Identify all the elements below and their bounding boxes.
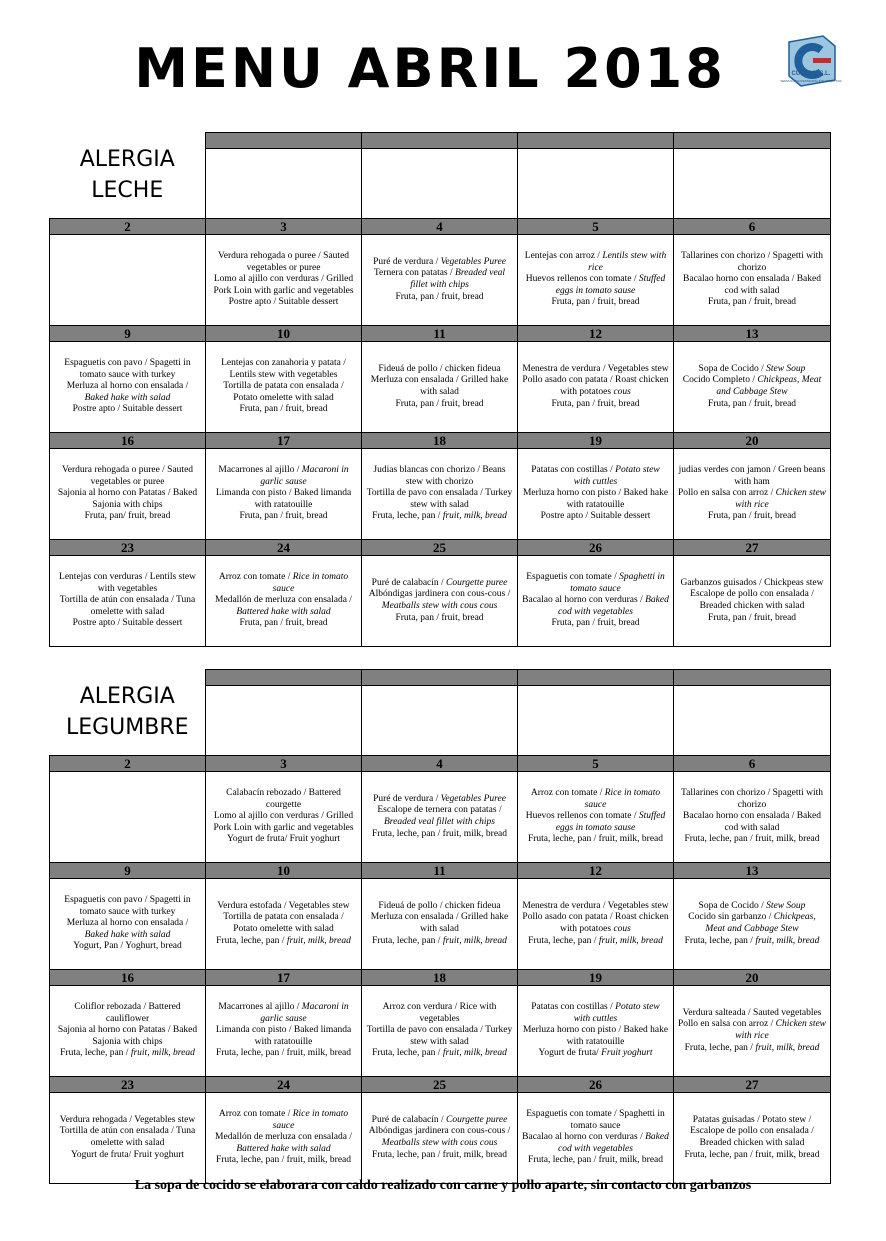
meal-cell: [206, 235, 362, 326]
day-number: 19: [518, 970, 674, 986]
meal-cell: [206, 449, 362, 540]
meal-text: Puré de calabacín / Courgette puree Albóndigas jardinera con cous-cous / Meatballs stew with cous cous Fruta, leche, pan / fruit, milk, bread: [368, 1114, 511, 1160]
meal-cell: [674, 342, 831, 433]
day-number: 27: [674, 540, 831, 556]
allergy-label: ALERGIA LECHE: [79, 147, 175, 204]
meal-cell: [50, 556, 206, 647]
meal-text: Tallarines con chorizo / Spagetti with chorizo Bacalao horno con ensalada / Baked cod with salad Fruta, leche, pan / fruit, milk, bread: [680, 788, 824, 845]
day-number: 13: [674, 326, 831, 342]
meal-text: Verdura salteada / Sauted vegetables Pollo en salsa con arroz / Chicken stew with rice Fruta, leche, pan / fruit, milk, bread: [678, 1007, 827, 1053]
meal-cell: [674, 772, 831, 863]
meal-cell: [50, 1093, 206, 1184]
meal-cell: [206, 342, 362, 433]
day-number: 10: [206, 326, 362, 342]
meal-text: Tallarines con chorizo / Spagetti with chorizo Bacalao horno con ensalada / Baked cod with salad Fruta, pan / fruit, bread: [680, 251, 824, 308]
meal-cell: [674, 235, 831, 326]
day-number-row: [50, 326, 831, 342]
day-number-row: [50, 970, 831, 986]
menu-table-legumbre: [49, 669, 831, 1184]
meal-text: Sopa de Cocido / Stew Soup Cocido sin garbanzo / Chickpeas, Meat and Cabbage Stew Fruta, leche, pan / fruit, milk, bread: [684, 900, 820, 946]
meal-cell: [674, 879, 831, 970]
day-number: 23: [50, 1077, 206, 1093]
meal-cell: [206, 879, 362, 970]
meal-text: Lentejas con arroz / Lentils stew with rice Huevos rellenos con tomate / Stuffed eggs in tomato sause Fruta, pan / fruit, bread: [524, 251, 667, 308]
meal-cell: [50, 449, 206, 540]
day-number: 9: [50, 326, 206, 342]
day-number: 18: [362, 970, 518, 986]
day-number: 12: [518, 326, 674, 342]
meal-cell: [674, 1093, 831, 1184]
meal-text: Verdura estofada / Vegetables stew Tortilla de patata con ensalada / Potato omelette with salad Fruta, leche, pan / fruit, milk, bread: [216, 900, 351, 946]
meal-text: Menestra de verdura / Vegetables stew Pollo asado con patata / Roast chicken with potatoes cous Fruta, pan / fruit, bread: [522, 363, 669, 409]
header-gray-cell: [674, 670, 831, 686]
logo-company-name: CUTASA, S.L.: [791, 71, 831, 77]
day-number: 17: [206, 433, 362, 449]
header-gray-cell: [206, 133, 362, 149]
meal-text: Verdura rehogada o puree / Sauted vegetables or puree Lomo al ajillo con verduras / Grilled Pork Loin with garlic and vegetables Postre apto / Suitable dessert: [213, 251, 354, 308]
meal-text: Espaguetis con tomate / Spaghetti in tomato sauce Bacalao al horno con verduras / Baked cod with vegetables Fruta, pan / fruit, bread: [522, 572, 669, 629]
meal-cell: [362, 986, 518, 1077]
day-number: 3: [206, 219, 362, 235]
day-number: 5: [518, 756, 674, 772]
header-blank-cell: [674, 686, 831, 756]
meal-cell: [206, 986, 362, 1077]
day-number-row: [50, 863, 831, 879]
day-number-row: [50, 756, 831, 772]
meal-text: Macarrones al ajillo / Macaroni in garlic sause Limanda con pisto / Baked limanda with ratatouille Fruta, pan / fruit, bread: [215, 465, 352, 522]
meal-text: Patatas con costillas / Potato stew with cuttles Merluza horno con pisto / Baked hake with ratatouille Yogurt de fruta/ Fruit yoghurt: [522, 1002, 669, 1059]
meal-row: [50, 772, 831, 863]
day-number: 16: [50, 433, 206, 449]
meal-text: Arroz con tomate / Rice in tomato sauce Huevos rellenos con tomate / Stuffed eggs in tomato sause Fruta, leche, pan / fruit, milk, bread: [525, 788, 666, 845]
header-gray-cell: [674, 133, 831, 149]
allergy-label: ALERGIA LEGUMBRE: [65, 684, 189, 741]
header-blank-cell: [206, 149, 362, 219]
day-number: 3: [206, 756, 362, 772]
meal-cell: [206, 1093, 362, 1184]
meal-row: [50, 449, 831, 540]
meal-text: Puré de verdura / Vegetables Puree Escalope de ternera con patatas / Breaded veal fillet with chips Fruta, leche, pan / fruit, milk, bread: [371, 793, 508, 839]
company-logo: [783, 26, 841, 96]
meal-cell: [518, 879, 674, 970]
meal-cell: [518, 986, 674, 1077]
day-number: 25: [362, 1077, 518, 1093]
day-number-row: [50, 433, 831, 449]
meal-cell: [206, 772, 362, 863]
day-number: 19: [518, 433, 674, 449]
day-number: 25: [362, 540, 518, 556]
meal-cell: [362, 449, 518, 540]
header-gray-cell: [362, 133, 518, 149]
header-blank-cell: [206, 686, 362, 756]
meal-row: [50, 342, 831, 433]
header-blank-cell: [362, 686, 518, 756]
meal-text: Judias blancas con chorizo / Beans stew with chorizo Tortilla de pavo con ensalada / Turkey stew with salad Fruta, leche, pan / fruit, milk, bread: [366, 465, 513, 522]
day-number: 17: [206, 970, 362, 986]
meal-text: Sopa de Cocido / Stew Soup Cocido Completo / Chickpeas, Meat and Cabbage Stew Fruta, pan / fruit, bread: [682, 363, 822, 409]
meal-cell: [518, 772, 674, 863]
meal-cell: [362, 879, 518, 970]
day-number: 23: [50, 540, 206, 556]
meal-cell: [674, 986, 831, 1077]
meal-row: [50, 986, 831, 1077]
meal-cell: [362, 772, 518, 863]
meal-row: [50, 556, 831, 647]
meal-text: Garbanzos guisados / Chickpeas stew Escalope de pollo con ensalada / Breaded chicken with salad Fruta, pan / fruit, bread: [680, 577, 824, 623]
meal-cell: [518, 449, 674, 540]
header-gray-cell: [362, 670, 518, 686]
meal-text: Lentejas con verduras / Lentils stew with vegetables Tortilla de atún con ensalada / Tuna omelette with salad Postre apto / Suitable dessert: [59, 572, 196, 629]
day-number: 26: [518, 540, 674, 556]
header-gray-cell: [206, 670, 362, 686]
day-number: 11: [362, 863, 518, 879]
meal-cell: [362, 1093, 518, 1184]
header-blank-cell: [674, 149, 831, 219]
meal-cell: [518, 1093, 674, 1184]
meal-text: Patatas guisadas / Potato stew / Escalope de pollo con ensalada / Breaded chicken with salad Fruta, leche, pan / fruit, milk, bread: [684, 1114, 820, 1160]
header-blank-cell: [518, 149, 674, 219]
meal-row: [50, 1093, 831, 1184]
meal-text: judias verdes con jamon / Green beans with ham Pollo en salsa con arroz / Chicken stew with rice Fruta, pan / fruit, bread: [678, 465, 827, 522]
day-number: 5: [518, 219, 674, 235]
header-gray-cell: [518, 670, 674, 686]
day-number: 4: [362, 756, 518, 772]
meal-text: Coliflor rebozada / Battered cauliflower Sajonia al horno con Patatas / Baked Sajonia with chips Fruta, leche, pan / fruit, milk, bread: [57, 1002, 198, 1059]
meal-text: Verdura rehogada / Vegetables stew Tortilla de atún con ensalada / Tuna omelette with salad Yogurt de fruta/ Fruit yoghurt: [59, 1114, 196, 1160]
meal-text: Puré de verdura / Vegetables Puree Ternera con patatas / Breaded veal fillet with chips Fruta, pan / fruit, bread: [373, 256, 506, 302]
meal-cell: [362, 342, 518, 433]
day-number: 24: [206, 540, 362, 556]
meal-text: Patatas con costillas / Potato stew with cuttles Merluza horno con pisto / Baked hake with ratatouille Postre apto / Suitable dessert: [522, 465, 669, 522]
day-number: 9: [50, 863, 206, 879]
meal-text: Calabacín rebozado / Battered courgette Lomo al ajillo con verduras / Grilled Pork Loin with garlic and vegetables Yogurt de fruta/ Fruit yoghurt: [213, 788, 354, 845]
day-number: 6: [674, 219, 831, 235]
meal-text: Fideuá de pollo / chicken fideua Merluza con ensalada / Grilled hake with salad Fruta, leche, pan / fruit, milk, bread: [370, 900, 509, 946]
logo-subtitle: SERVICIO DE RESTAURACIÓN COLECTIVA: [780, 79, 842, 83]
meal-text: Macarrones al ajillo / Macaroni in garlic sause Limanda con pisto / Baked limanda with ratatouille Fruta, leche, pan / fruit, milk, bread: [215, 1002, 352, 1059]
meal-text: Lentejas con zanahoria y patata / Lentils stew with vegetables Tortilla de patata con ensalada / Potato omelette with salad Fruta, pan / fruit, bread: [221, 358, 346, 415]
day-number: 13: [674, 863, 831, 879]
page-title: MENU ABRIL 2018: [134, 37, 726, 100]
header-gray-cell: [518, 133, 674, 149]
meal-cell: [362, 235, 518, 326]
day-number-row: [50, 219, 831, 235]
meal-text: Menestra de verdura / Vegetables stew Pollo asado con patata / Roast chicken with potatoes cous Fruta, leche, pan / fruit, milk, bread: [522, 900, 669, 946]
day-number: 16: [50, 970, 206, 986]
meal-cell: [206, 556, 362, 647]
allergy-label-cell: [50, 133, 206, 219]
meal-cell: [518, 235, 674, 326]
meal-cell: [518, 342, 674, 433]
meal-cell: [50, 879, 206, 970]
meal-cell: [362, 556, 518, 647]
day-number: 2: [50, 219, 206, 235]
menu-table-leche: [49, 132, 831, 647]
meal-text: Verdura rehogada o puree / Sauted vegetables or puree Sajonia al horno con Patatas / Baked Sajonia with chips Fruta, pan/ fruit, bread: [57, 465, 198, 522]
meal-text: Puré de calabacín / Courgette puree Albóndigas jardinera con cous-cous / Meatballs stew with cous cous Fruta, pan / fruit, bread: [368, 577, 511, 623]
day-number: 24: [206, 1077, 362, 1093]
day-number: 10: [206, 863, 362, 879]
meal-cell: [518, 556, 674, 647]
meal-cell: [50, 342, 206, 433]
meal-cell: [674, 449, 831, 540]
day-number: 11: [362, 326, 518, 342]
meal-text: Fideuá de pollo / chicken fideua Merluza con ensalada / Grilled hake with salad Fruta, pan / fruit, bread: [370, 363, 509, 409]
meal-text: Arroz con tomate / Rice in tomato sauce Medallón de merluza con ensalada / Battered hake with salad Fruta, pan / fruit, bread: [215, 572, 352, 629]
day-number-row: [50, 540, 831, 556]
meal-text: Espaguetis con pavo / Spagetti in tomato sauce with turkey Merluza al horno con ensalada / Baked hake with salad Postre apto / Suitable dessert: [64, 358, 191, 415]
allergy-label-cell: [50, 670, 206, 756]
header-blank-cell: [518, 686, 674, 756]
day-number: 2: [50, 756, 206, 772]
meal-text: Arroz con verdura / Rice with vegetables Tortilla de pavo con ensalada / Turkey stew with salad Fruta, leche, pan / fruit, milk, bread: [366, 1002, 513, 1059]
footnote: La sopa de cocido se elaborara con caldo realizado con carne y pollo aparte, sin contacto con garbanzos: [134, 1178, 752, 1193]
day-number: 26: [518, 1077, 674, 1093]
meal-text: Arroz con tomate / Rice in tomato sauce Medallón de merluza con ensalada / Battered hake with salad Fruta, leche, pan / fruit, milk, bread: [215, 1109, 352, 1166]
day-number: 27: [674, 1077, 831, 1093]
meal-text: Espaguetis con pavo / Spagetti in tomato sauce with turkey Merluza al horno con ensalada / Baked hake with salad Yogurt, Pan / Yoghurt, bread: [64, 895, 191, 952]
meal-row: [50, 879, 831, 970]
meal-cell: [674, 556, 831, 647]
meal-cell: [50, 235, 206, 326]
day-number: 18: [362, 433, 518, 449]
day-number: 20: [674, 433, 831, 449]
meal-cell: [50, 986, 206, 1077]
day-number: 12: [518, 863, 674, 879]
day-number-row: [50, 1077, 831, 1093]
day-number: 20: [674, 970, 831, 986]
meal-row: [50, 235, 831, 326]
header-blank-cell: [362, 149, 518, 219]
day-number: 6: [674, 756, 831, 772]
meal-text: Espaguetis con tomate / Spaghetti in tomato sauce Bacalao al horno con verduras / Baked cod with vegetables Fruta, leche, pan / fruit, milk, bread: [522, 1109, 669, 1166]
meal-cell: [50, 772, 206, 863]
day-number: 4: [362, 219, 518, 235]
